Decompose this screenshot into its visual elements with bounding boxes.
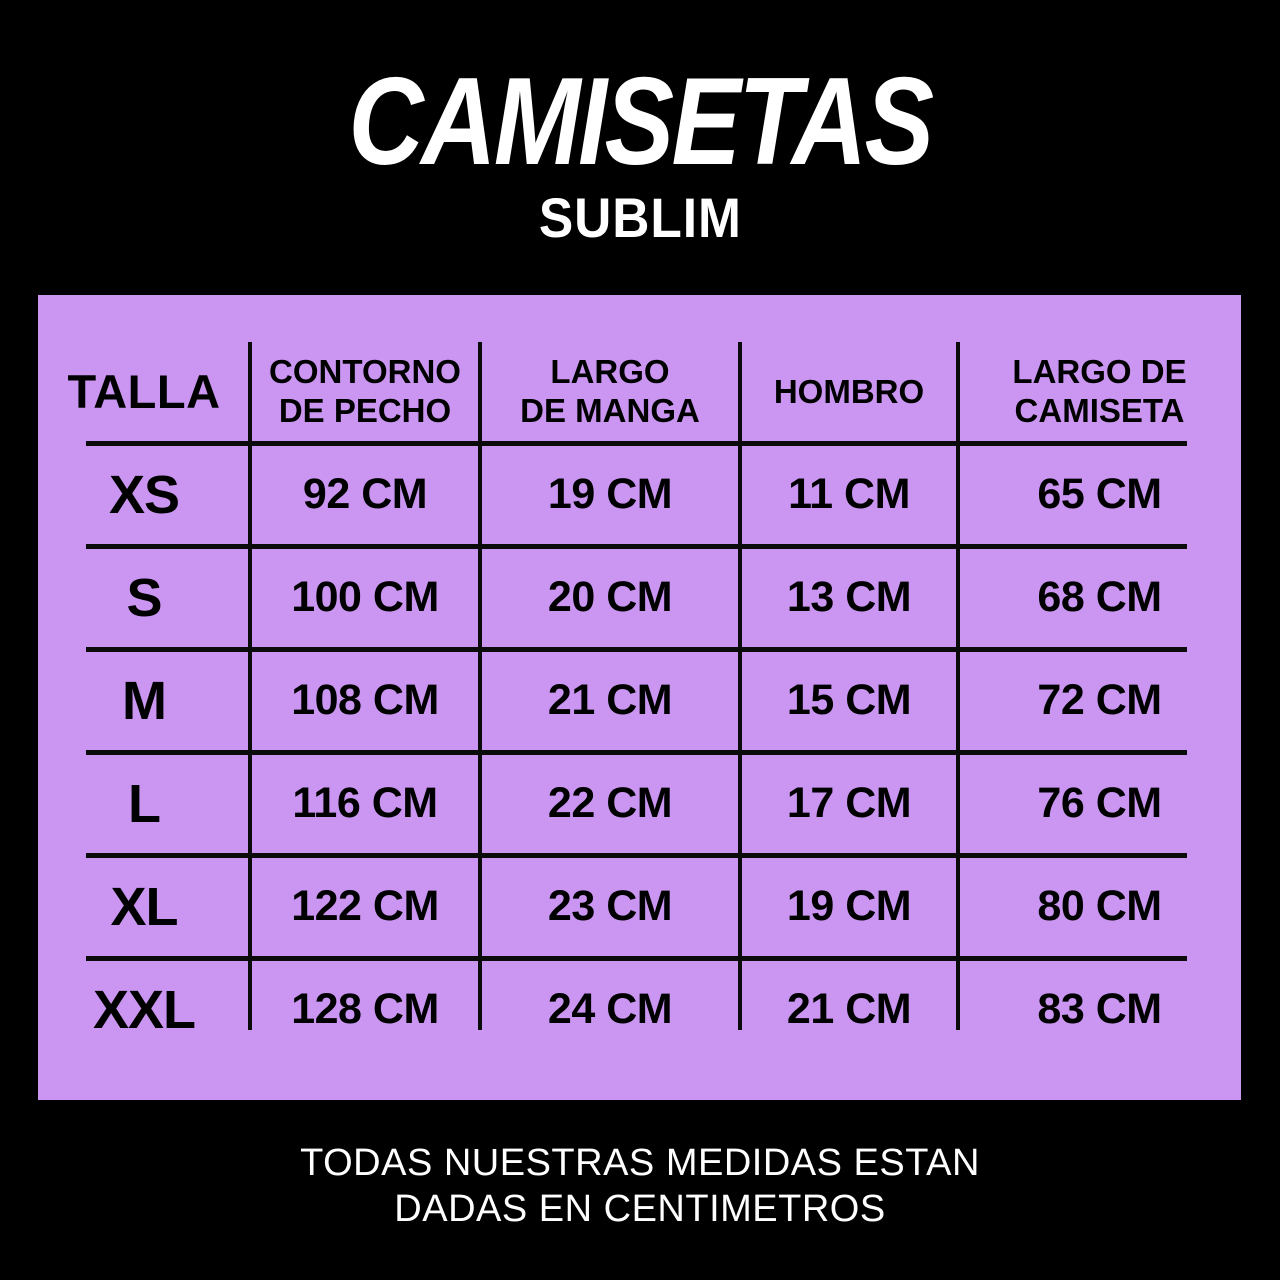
length-value-s: 68 CM	[1037, 573, 1162, 621]
shoulder-value-s: 13 CM	[786, 573, 912, 621]
size-label-m: M	[122, 670, 166, 731]
length-value-xxl: 83 CM	[1037, 985, 1162, 1033]
shoulder-value-m: 15 CM	[786, 676, 912, 724]
poster-title: CAMISETAS	[348, 53, 932, 191]
chest-value-s: 100 CM	[291, 573, 439, 621]
length-value-xl: 80 CM	[1037, 882, 1162, 930]
size-label-xs: XS	[108, 464, 180, 525]
row-divider	[86, 853, 1187, 858]
row-divider	[86, 956, 1187, 961]
sleeve-value-xl: 23 CM	[547, 882, 673, 930]
header-line: CAMISETA	[1014, 392, 1185, 429]
row-divider	[86, 441, 1187, 446]
column-header-largo-de-camiseta	[958, 295, 1241, 443]
length-value-m: 72 CM	[1037, 676, 1162, 724]
row-divider	[86, 647, 1187, 652]
footer-line-1: TODAS NUESTRAS MEDIDAS ESTAN	[300, 1142, 980, 1184]
column-header-hombro	[740, 295, 958, 443]
length-value-l: 76 CM	[1037, 779, 1162, 827]
poster-header	[0, 53, 1280, 249]
shoulder-value-xs: 11 CM	[788, 470, 910, 518]
chest-value-l: 116 CM	[292, 779, 438, 827]
column-header-talla	[38, 295, 250, 443]
size-chart-table	[38, 295, 1241, 1061]
sleeve-value-m: 21 CM	[547, 676, 673, 724]
sleeve-value-s: 20 CM	[547, 573, 673, 621]
size-label-l: L	[128, 773, 160, 834]
footer-line-2: DADAS EN CENTIMETROS	[394, 1188, 886, 1231]
chest-value-xl: 122 CM	[291, 882, 439, 930]
length-value-xs: 65 CM	[1037, 470, 1162, 518]
header-line: TALLA	[67, 365, 221, 419]
poster-footer	[0, 1140, 1280, 1233]
header-line: LARGO	[550, 353, 670, 391]
header-line: HOMBRO	[773, 372, 925, 410]
shoulder-value-xxl: 21 CM	[786, 985, 912, 1033]
header-line: LARGO DE	[1012, 353, 1187, 391]
column-header-contorno-de-pecho	[250, 295, 480, 443]
chest-value-xxl: 128 CM	[291, 985, 439, 1033]
size-label-s: S	[126, 567, 162, 628]
header-line: DE PECHO	[278, 392, 452, 429]
sleeve-value-l: 22 CM	[547, 779, 673, 827]
shoulder-value-xl: 19 CM	[786, 882, 912, 930]
sleeve-value-xxl: 24 CM	[547, 985, 673, 1033]
size-label-xl: XL	[110, 876, 178, 937]
chest-value-m: 108 CM	[291, 676, 439, 724]
header-line: DE MANGA	[520, 392, 700, 429]
row-divider	[86, 750, 1187, 755]
chest-value-xs: 92 CM	[302, 470, 428, 518]
row-divider	[86, 544, 1187, 549]
shoulder-value-l: 17 CM	[786, 779, 912, 827]
header-line: CONTORNO	[269, 353, 461, 391]
size-chart-panel	[38, 295, 1241, 1100]
sleeve-value-xs: 19 CM	[547, 470, 673, 518]
column-header-largo-de-manga	[480, 295, 740, 443]
size-label-xxl: XXL	[92, 979, 196, 1040]
poster-subtitle: SUBLIM	[538, 186, 742, 249]
